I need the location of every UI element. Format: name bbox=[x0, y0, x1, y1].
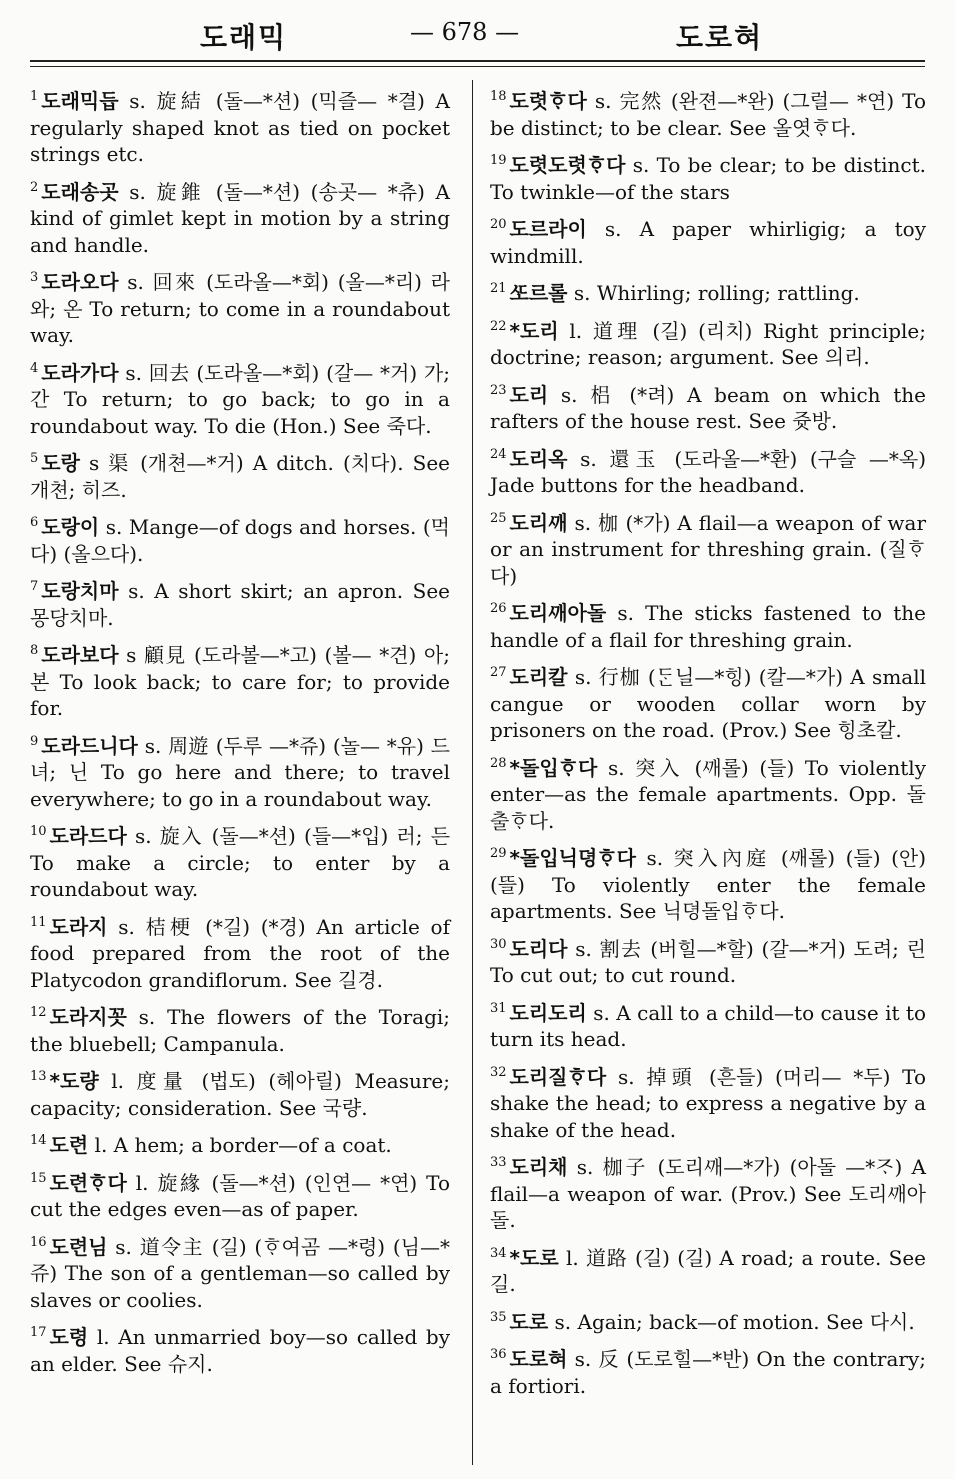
entry-definition: s. A call to a child—to cause it to turn its head. bbox=[490, 1000, 927, 1051]
entry-headword: 도리질ᄒᆞ다 bbox=[509, 1064, 607, 1089]
entry-definition: s. 回去 (도라올—*회) (갈— *거) 가; 간 To return; to go back; to go in a roundabout way. To die (Hon.) See 죽다. bbox=[30, 360, 450, 438]
dictionary-entry bbox=[490, 660, 926, 744]
entry-headword: 도리ᄭᅢ아돌 bbox=[509, 601, 607, 625]
entry-number: 34 bbox=[490, 1245, 507, 1261]
dictionary-entry bbox=[30, 574, 450, 631]
entry-number: 7 bbox=[30, 579, 39, 594]
dictionary-entry bbox=[30, 175, 450, 259]
entry-definition: s. 旋入 (돌—*션) (들—*입) 러; 든 To make a circle; to enter by a roundabout way. bbox=[30, 824, 451, 901]
entry-definition: s. 梠 (*려) A beam on which the rafters of the house rest. See 쥿방. bbox=[490, 382, 926, 433]
entry-definition: s. The sticks fastened to the handle of a flail for threshing grain. bbox=[490, 601, 927, 652]
dictionary-entry bbox=[490, 596, 926, 653]
running-head-right: 도로혀 bbox=[676, 21, 764, 54]
header-rule bbox=[30, 60, 925, 62]
dictionary-entry bbox=[30, 510, 450, 567]
dictionary-entry bbox=[30, 446, 450, 503]
entry-definition: s. 旋錐 (돌—*션) (송곳— *츄) A kind of gimlet kept in motion by a string and handle. bbox=[30, 179, 451, 257]
entry-number: 11 bbox=[30, 914, 47, 930]
entry-headword: 도라지 bbox=[49, 914, 108, 939]
dictionary-entry bbox=[30, 910, 450, 994]
entry-number: 23 bbox=[490, 382, 507, 398]
entry-definition: l. 度量 (법도) (헤아릴) Measure; capacity; consideration. See 국량. bbox=[30, 1069, 451, 1120]
dictionary-entry bbox=[490, 932, 926, 989]
entry-number: 26 bbox=[490, 601, 507, 616]
column-divider bbox=[472, 80, 473, 1465]
entry-definition: s. 突入內庭 (ᄭᅢ롤) (들) (안) (뜰) To violently enter the female apartments. See 닉뎡돌입ᄒᆞ다. bbox=[490, 846, 926, 923]
entry-headword: 도랑치마 bbox=[41, 579, 119, 603]
entry-headword: *도로 bbox=[509, 1245, 559, 1270]
dictionary-entry bbox=[30, 356, 450, 440]
dictionary-entry bbox=[30, 1320, 450, 1377]
entry-headword: 도라드니다 bbox=[41, 733, 138, 758]
entry-number: 27 bbox=[490, 665, 507, 680]
entry-number: 28 bbox=[490, 755, 507, 771]
entry-number: 2 bbox=[30, 179, 39, 195]
entry-headword: 도리도리 bbox=[509, 1000, 587, 1025]
entry-headword: 도랑 bbox=[41, 451, 80, 475]
entry-number: 9 bbox=[30, 733, 39, 749]
entry-definition: s. 枷子 (도리ᄭᅢ—*가) (아돌 —*ᄌᆞ) A flail—a weapon of war. (Prov.) See 도리ᄭᅢ아돌. bbox=[490, 1155, 926, 1232]
entry-headword: *도리 bbox=[509, 318, 559, 343]
entry-number: 18 bbox=[490, 89, 507, 104]
entry-number: 32 bbox=[490, 1064, 507, 1080]
entry-headword: *돌입ᄒᆞ다 bbox=[509, 755, 598, 780]
dictionary-entry bbox=[30, 1000, 450, 1057]
entry-number: 35 bbox=[490, 1309, 507, 1325]
entry-headword: 도련님 bbox=[49, 1234, 108, 1259]
entry-definition: s 渠 (개쳔—*거) A ditch. (치다). See 개쳔; 히즈. bbox=[30, 451, 450, 502]
entry-headword: 도라오다 bbox=[41, 270, 119, 294]
entry-definition: s. 反 (도로힐—*반) On the contrary; a fortiori. bbox=[490, 1347, 926, 1398]
entry-headword: ᄯᅩ르롤 bbox=[509, 281, 568, 305]
dictionary-entry bbox=[490, 84, 926, 141]
entry-number: 21 bbox=[490, 281, 507, 296]
running-head-left: 도래믹 bbox=[200, 21, 288, 54]
entry-definition: l. A hem; a border—of a coat. bbox=[94, 1133, 392, 1157]
entry-number: 10 bbox=[30, 824, 47, 839]
dictionary-entry bbox=[30, 265, 450, 349]
dictionary-entry bbox=[30, 729, 450, 813]
entry-headword: *돌입닉뎡ᄒᆞ다 bbox=[509, 846, 636, 870]
dictionary-entry bbox=[490, 841, 926, 925]
entry-number: 15 bbox=[30, 1170, 47, 1186]
entry-definition: s. 還玉 (도라올—*환) (구슬 —*옥) Jade buttons for the headband. bbox=[490, 446, 926, 497]
dictionary-entry bbox=[490, 212, 926, 269]
entry-headword: *도량 bbox=[49, 1069, 99, 1093]
dictionary-entry bbox=[30, 1230, 450, 1314]
entry-headword: 도령 bbox=[49, 1325, 89, 1349]
entry-definition: s. 回來 (도라올—*회) (올—*리) 라와; 온 To return; to come in a roundabout way. bbox=[30, 270, 450, 347]
dictionary-entry bbox=[30, 819, 450, 903]
entry-definition: s. The flowers of the Toragi; the bluebell; Campanula. bbox=[30, 1005, 451, 1056]
entry-number: 36 bbox=[490, 1347, 507, 1362]
entry-definition: s. 行枷 (ᄃᆞᆫ닐—*힝) (칼—*가) A small cangue or wooden collar worn by prisoners on the road. (Prov.) See 힝초칼. bbox=[490, 665, 926, 742]
entry-number: 8 bbox=[30, 643, 39, 658]
dictionary-entry bbox=[490, 314, 926, 371]
entry-definition: s. Whirling; rolling; rattling. bbox=[573, 281, 860, 305]
dictionary-entry bbox=[490, 1342, 926, 1399]
dictionary-entry bbox=[30, 1128, 450, 1159]
dictionary-entry bbox=[30, 638, 450, 722]
entry-definition: s. 道令主 (길) (ᄒᆞ여곰 —*령) (님—*쥬) The son of a gentleman—so called by slaves or coolies. bbox=[30, 1234, 450, 1312]
dictionary-entry bbox=[490, 506, 926, 590]
entry-number: 4 bbox=[30, 360, 39, 376]
entry-definition: l. 道理 (길) (리치) Right principle; doctrine; reason; argument. See 의리. bbox=[490, 318, 926, 369]
entry-headword: 도리ᄭᅢ bbox=[509, 510, 568, 535]
dictionary-entry bbox=[490, 1150, 926, 1234]
entry-headword: 도라가다 bbox=[41, 360, 119, 385]
entry-number: 17 bbox=[30, 1325, 47, 1340]
dictionary-entry bbox=[490, 1305, 926, 1336]
entry-headword: 도래송곳 bbox=[41, 179, 119, 204]
entry-definition: l. An unmarried boy—so called by an elder. See 슈지. bbox=[30, 1325, 450, 1376]
entry-headword: 도라지꼿 bbox=[49, 1005, 127, 1029]
entry-headword: 도리 bbox=[509, 382, 549, 407]
entry-definition: s. 完然 (완젼—*완) (그럴— *연) To be distinct; to be clear. See 올엿ᄒᆞ다. bbox=[490, 89, 926, 140]
entry-definition: s. 旋結 (돌—*션) (믹즐— *결) A regularly shaped knot as tied on pocket strings etc. bbox=[30, 89, 451, 166]
entry-number: 3 bbox=[30, 270, 39, 285]
right-column bbox=[490, 84, 926, 1406]
dictionary-entry bbox=[490, 442, 926, 499]
entry-headword: 도로 bbox=[509, 1309, 549, 1334]
entry-definition: s. 枷 (*가) A flail—a weapon of war or an instrument for threshing grain. (질ᄒᆞ다) bbox=[490, 510, 927, 588]
dictionary-entry bbox=[490, 276, 926, 307]
entry-headword: 도리칼 bbox=[509, 665, 568, 689]
entry-number: 30 bbox=[490, 936, 507, 952]
entry-number: 1 bbox=[30, 89, 39, 104]
dictionary-entry bbox=[30, 1064, 450, 1121]
entry-definition: l. 旋緣 (돌—*션) (인연— *연) To cut the edges even—as of paper. bbox=[30, 1170, 450, 1221]
header-rule-thin bbox=[30, 66, 925, 67]
entry-number: 19 bbox=[490, 153, 507, 168]
entry-headword: 도련ᄒᆞ다 bbox=[49, 1170, 127, 1195]
page-number: — 678 — bbox=[410, 18, 520, 46]
entry-headword: 도라드다 bbox=[49, 824, 127, 848]
dictionary-entry bbox=[490, 751, 926, 835]
entry-number: 31 bbox=[490, 1000, 507, 1016]
entry-number: 6 bbox=[30, 515, 39, 530]
entry-headword: 도렷도렷ᄒᆞ다 bbox=[509, 153, 626, 177]
entry-number: 14 bbox=[30, 1133, 47, 1148]
entry-headword: 도리다 bbox=[509, 936, 568, 961]
entry-definition: s. 掉頭 (흔들) (머리— *두) To shake the head; to express a negative by a shake of the head. bbox=[490, 1064, 926, 1142]
entry-number: 20 bbox=[490, 217, 507, 232]
entry-number: 24 bbox=[490, 446, 507, 462]
entry-definition: s 顧見 (도라볼—*고) (볼— *견) 아; 본 To look back; to care for; to provide for. bbox=[30, 643, 450, 720]
entry-number: 16 bbox=[30, 1234, 47, 1250]
entry-headword: 도로혀 bbox=[509, 1347, 568, 1371]
entry-definition: s. 桔梗 (*길) (*경) An article of food prepared from the root of the Platycodon grandiflorum. See 길경. bbox=[30, 914, 450, 992]
dictionary-entry bbox=[30, 84, 450, 168]
dictionary-entry bbox=[490, 996, 926, 1053]
entry-number: 12 bbox=[30, 1005, 47, 1020]
entry-headword: 도라보다 bbox=[41, 643, 119, 667]
left-column bbox=[30, 84, 450, 1384]
entry-headword: 도렷ᄒᆞ다 bbox=[509, 89, 587, 113]
entry-definition: s. Mange—of dogs and horses. (먹다) (올으다). bbox=[30, 515, 451, 566]
entry-headword: 도랑이 bbox=[41, 515, 100, 539]
entry-definition: s. A paper whirligig; a toy windmill. bbox=[490, 217, 927, 268]
entry-definition: s. Again; back—of motion. See 다시. bbox=[554, 1309, 915, 1334]
entry-number: 29 bbox=[490, 846, 507, 861]
entry-number: 25 bbox=[490, 510, 507, 526]
entry-definition: s. 割去 (버힐—*할) (갈—*거) 도려; 린 To cut out; to cut round. bbox=[490, 936, 927, 987]
dictionary-entry bbox=[490, 378, 926, 435]
entry-headword: 도래믹듭 bbox=[41, 89, 119, 113]
entry-headword: 도리옥 bbox=[509, 446, 568, 471]
entry-definition: s. 周遊 (두루 —*쥬) (놀— *유) 드녀; 닌 To go here and there; to travel everywhere; to go in a roundabout way. bbox=[30, 733, 451, 811]
entry-headword: 도리채 bbox=[509, 1155, 568, 1179]
entry-headword: 도르라이 bbox=[509, 217, 587, 241]
page-header bbox=[0, 0, 955, 54]
entry-number: 33 bbox=[490, 1155, 507, 1170]
entry-number: 13 bbox=[30, 1069, 47, 1084]
entry-definition: s. 突入 (ᄭᅢ롤) (들) To violently enter—as the female apartments. Opp. 돌출ᄒᆞ다. bbox=[490, 755, 926, 833]
entry-definition: l. 道路 (길) (길) A road; a route. See 길. bbox=[490, 1245, 927, 1296]
dictionary-entry bbox=[490, 1241, 926, 1298]
entry-number: 22 bbox=[490, 318, 507, 334]
dictionary-entry bbox=[490, 148, 926, 205]
dictionary-entry bbox=[490, 1060, 926, 1144]
entry-number: 5 bbox=[30, 451, 39, 466]
entry-definition: s. A short skirt; an apron. See 몽당치마. bbox=[30, 579, 451, 630]
entry-headword: 도련 bbox=[49, 1133, 89, 1157]
dictionary-entry bbox=[30, 1166, 450, 1223]
entry-definition: s. To be clear; to be distinct. To twinkle—of the stars bbox=[490, 153, 927, 204]
